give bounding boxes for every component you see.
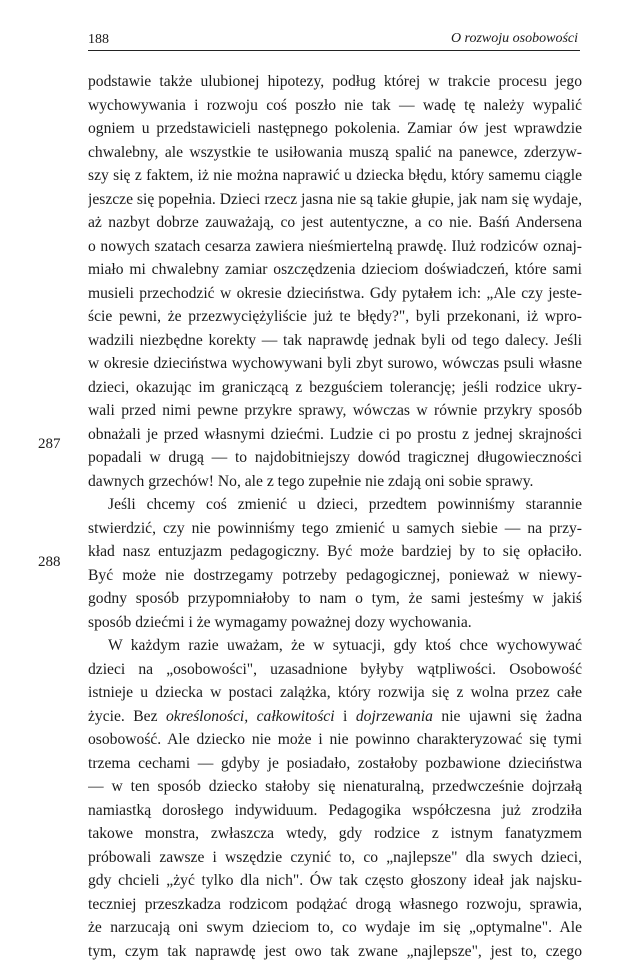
text-line: dzieci na „osobowości", uzasadnione byłyby wątpliwości. Osobowość [88, 658, 582, 682]
text-line: że narzucają oni swym dzieciom to, co wydaje im się „optymalne". Ale [88, 916, 582, 940]
paragraph-number: 287 [38, 436, 61, 453]
text-line: musieli przechodzić w okresie dzieciństwa. Gdy pytałem ich: „Ale czy jeste- [88, 282, 582, 306]
text-line: Być może nie dostrzegamy potrzeby pedagogicznej, ponieważ w niewy- [88, 564, 582, 588]
text-line: obnażali je przed własnymi dziećmi. Ludzie ci po prostu z jednej skrajności [88, 423, 582, 447]
text-line: Jeśli chcemy coś zmienić u dzieci, przedtem powinniśmy starannie [88, 493, 582, 517]
text-line: popadali w drugą — to najdobitniejszy dowód tragicznej długowieczności [88, 446, 582, 470]
text-line: chwalebny, ale wszystkie te usiłowania muszą spalić na panewce, zderzyw- [88, 141, 582, 165]
text-line: dzieci, okazując im graniczącą z bezguściem tolerancję; jeśli rodzice ukry- [88, 376, 582, 400]
text-line: trzema cechami — gdyby je posiadało, zostałoby pozbawione dzieciństwa [88, 752, 582, 776]
running-title: O rozwoju osobowości [451, 31, 578, 47]
text-fragment: i [335, 708, 356, 725]
text-line: godny sposób przypomniałoby to nam o tym, że sami jesteśmy w jakiś [88, 587, 582, 611]
text-line: miało mi chwalebny zamiar oszczędzenia dzieciom doświadczeń, które sami [88, 258, 582, 282]
text-line: tym, czym tak naprawdę jest owo tak zwane „najlepsze", jest to, czego [88, 940, 582, 963]
text-line: jeszcze się popełnia. Dzieci rzecz jasna nie są takie głupie, jak nam się wydaje, [88, 188, 582, 212]
text-line: dawnych grzechów! No, ale z tego zupełnie nie zdają oni sobie sprawy. [88, 470, 582, 494]
text-line: gdy chcieli „żyć tylko dla nich". Ów tak często głoszony ideał jak najsku- [88, 869, 582, 893]
italic-term: dojrzewania [356, 708, 433, 725]
text-line: istnieje u dziecka w postaci zalążka, który rozwija się z wolna przez całe [88, 681, 582, 705]
text-line: sposób dziećmi i że wymagamy poważnej dozy wychowania. [88, 611, 582, 635]
text-line: takowe monstra, zwłaszcza wtedy, gdy rodzice z istnym fanatyzmem [88, 822, 582, 846]
text-line: W każdym razie uważam, że w sytuacji, gdy ktoś chce wychowywać [88, 634, 582, 658]
text-line: aż nazbyt dobrze zauważają, co jest autentyczne, a co nie. Baśń Andersena [88, 211, 582, 235]
body-text [88, 70, 582, 963]
text-line: wadzili niezbędne korekty — tak naprawdę jednak byli od tego dalecy. Jeśli [88, 329, 582, 353]
text-line: próbowali zawsze i wszędzie czynić to, co „najlepsze" dla swych dzieci, [88, 846, 582, 870]
text-line: ogniem u przedstawicieli następnego pokolenia. Zamiar ów jest wprawdzie [88, 117, 582, 141]
text-line: wali przed nimi pewne przykre sprawy, wówczas w równie przykry sposób [88, 399, 582, 423]
text-line: osobowość. Ale dziecko nie może i nie powinno charakteryzować się tymi [88, 728, 582, 752]
text-line: podstawie także ulubionej hipotezy, podług której w trakcie procesu jego [88, 70, 582, 94]
text-line: szy się z faktem, iż nie można naprawić u dziecka błędu, który samemu ciągle [88, 164, 582, 188]
text-fragment: życie. Bez [88, 708, 166, 725]
text-line: ście pewni, że przezwyciężyliście już te błędy?", byli przekonani, iż wpro- [88, 305, 582, 329]
page-number: 188 [88, 32, 109, 48]
text-line: — w ten sposób dziecko stałoby się nienaturalną, przedwcześnie dojrzałą [88, 775, 582, 799]
text-line: stwierdzić, czy nie powinniśmy tego zmienić u samych siebie — na przy- [88, 517, 582, 541]
page-header [88, 30, 580, 51]
paragraph-number: 288 [38, 554, 61, 571]
text-line: wychowywania i rozwoju coś poszło nie tak — wadę tę należy wypalić [88, 94, 582, 118]
text-line: w okresie dzieciństwa wychowywani byli zbyt surowo, wówczas psuli własne [88, 352, 582, 376]
text-line: namiastką dorosłego indywiduum. Pedagogika współczesna już zrodziła [88, 799, 582, 823]
text-line-with-italics [88, 705, 582, 729]
text-line: o nowych szatach cesarza zawiera nieśmiertelną prawdę. Iluż rodziców oznaj- [88, 235, 582, 259]
text-line: teczniej przeszkadza rodzicom podążać drogą własnego rozwoju, sprawia, [88, 893, 582, 917]
text-line: kład nasz entuzjazm pedagogiczny. Być może bardziej by to się opłaciło. [88, 540, 582, 564]
text-fragment: nie ujawni się żadna [433, 708, 582, 725]
italic-term: określoności, całkowitości [166, 708, 335, 725]
